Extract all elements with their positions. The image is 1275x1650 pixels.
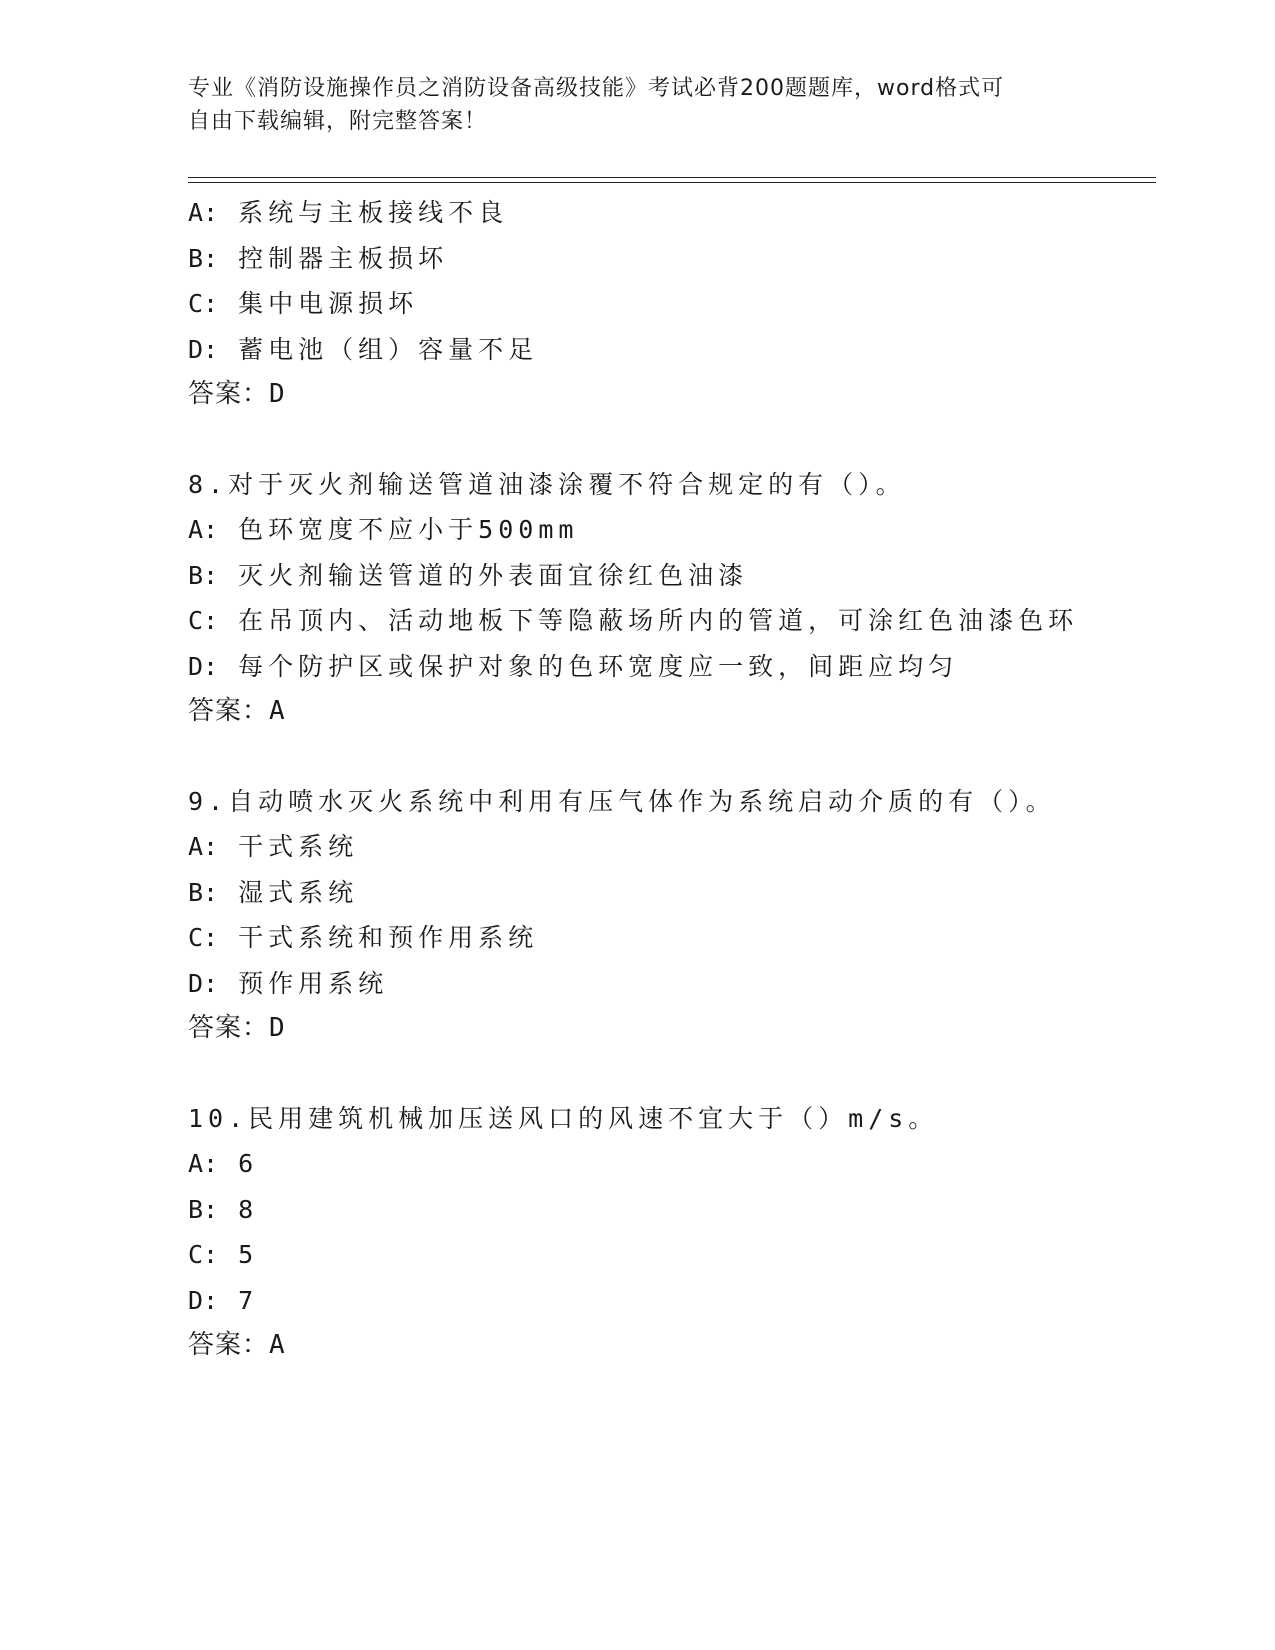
option-a: A: 6 bbox=[188, 1149, 259, 1178]
answer-line: 答案：A bbox=[188, 696, 286, 726]
header-divider-top bbox=[188, 177, 1156, 178]
option-d: D: 预作用系统 bbox=[188, 968, 389, 998]
question-block-8 bbox=[188, 462, 1148, 735]
question-content bbox=[188, 190, 1148, 1369]
option-a: A: 干式系统 bbox=[188, 832, 359, 861]
option-b: B: 湿式系统 bbox=[188, 877, 359, 907]
option-c: C: 集中电源损坏 bbox=[188, 289, 419, 318]
document-header bbox=[188, 72, 1068, 138]
option-c: C: 5 bbox=[188, 1240, 259, 1269]
option-a: A: 系统与主板接线不良 bbox=[188, 198, 509, 227]
question-title: 9.自动喷水灭火系统中利用有压气体作为系统启动介质的有（）。 bbox=[188, 786, 1056, 816]
header-line-1: 专业《消防设施操作员之消防设备高级技能》考试必背200题题库，word格式可 bbox=[188, 76, 1005, 101]
question-block-9 bbox=[188, 779, 1148, 1052]
answer-line: 答案：D bbox=[188, 1013, 286, 1043]
option-b: B: 灭火剂输送管道的外表面宜徐红色油漆 bbox=[188, 560, 749, 590]
question-title: 8.对于灭火剂输送管道油漆涂覆不符合规定的有（）。 bbox=[188, 469, 906, 499]
header-divider-bottom bbox=[188, 182, 1156, 183]
answer-line: 答案：D bbox=[188, 379, 286, 409]
option-b: B: 8 bbox=[188, 1194, 259, 1224]
question-block-7 bbox=[188, 190, 1148, 418]
header-line-2: 自由下载编辑，附完整答案！ bbox=[188, 109, 488, 134]
question-title: 10.民用建筑机械加压送风口的风速不宜大于（）m/s。 bbox=[188, 1103, 939, 1133]
answer-line: 答案：A bbox=[188, 1330, 286, 1360]
option-a: A: 色环宽度不应小于500mm bbox=[188, 515, 579, 544]
question-block-10 bbox=[188, 1096, 1148, 1369]
option-b: B: 控制器主板损坏 bbox=[188, 243, 449, 273]
option-d: D: 7 bbox=[188, 1285, 259, 1315]
option-d: D: 每个防护区或保护对象的色环宽度应一致，间距应均匀 bbox=[188, 651, 959, 681]
option-d: D: 蓄电池（组）容量不足 bbox=[188, 334, 539, 364]
option-c: C: 在吊顶内、活动地板下等隐蔽场所内的管道，可涂红色油漆色环 bbox=[188, 606, 1079, 635]
option-c: C: 干式系统和预作用系统 bbox=[188, 923, 539, 952]
